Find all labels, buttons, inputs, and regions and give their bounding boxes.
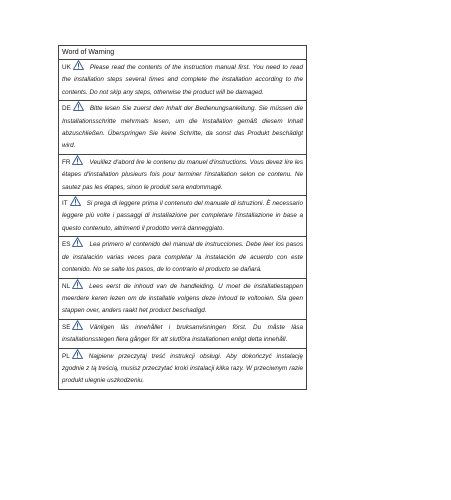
warning-triangle-icon: [72, 349, 83, 359]
warning-triangle-icon: [72, 237, 83, 247]
warning-text: Najpierw przeczytaj treść instrukcji obsługi. Aby dokończyć instalację zgodnie z tą treścią, musisz przeczytać kroki instalacji kilka razy. W przeciwnym razie produkt ulegnie uszkodzeniu.: [62, 352, 303, 385]
language-section-es: [59, 237, 306, 278]
warning-triangle-icon: [72, 279, 83, 289]
warning-triangle-icon: [70, 196, 81, 206]
language-section-pl: [59, 349, 306, 390]
warning-text: Lees eerst de inhoud van de handleiding. U moet de installatiestappen meerdere keren lezen om de installatie volgens deze inhoud te voltooien. Sla geen stappen over, anders raakt het product beschadigd.: [62, 282, 303, 315]
warning-triangle-icon: [73, 60, 84, 70]
language-code: PL: [62, 352, 70, 360]
document-title: Word of Warning: [59, 46, 306, 60]
warning-triangle-icon: [72, 155, 83, 165]
warning-text: Vänligen läs innehållet i bruksanvisningen först. Du måste läsa installationsstegen flera gånger för att slutföra installationen enligt detta innehåll.: [62, 323, 303, 344]
warning-text: Lea primero el contenido del manual de instrucciones. Debe leer los pasos de instalación varias veces para completar la instalación de acuerdo con este contenido. No se salte los pasos, de lo contrario el producto se dañará.: [62, 241, 303, 274]
warning-triangle-icon: [72, 320, 83, 330]
warning-triangle-icon: [73, 101, 84, 111]
language-code: NL: [62, 282, 71, 290]
language-code: FR: [62, 158, 71, 166]
warning-document: [58, 45, 307, 390]
language-code: ES: [62, 241, 71, 249]
language-code: IT: [62, 200, 68, 208]
warning-text: Si prega di leggere prima il contenuto del manuale di istruzioni. È necessario leggere più volte i passaggi di installazione per completare l'installazione in base a questo contenuto, altrimenti il prodotto verrà danneggiato.: [62, 200, 303, 232]
language-section-nl: [59, 279, 306, 320]
warning-text: Bitte lesen Sie zuerst den Inhalt der Bedienungsanleitung. Sie müssen die Installationsschritte mehrmals lesen, um die Installation gemäß diesem Inhalt abzuschließen. Überspringen Sie keine Schritte, da sonst das Produkt beschädigt wird.: [62, 105, 303, 150]
language-section-uk: [59, 60, 306, 101]
language-section-fr: [59, 155, 306, 196]
language-code: SE: [62, 323, 71, 331]
warning-text: Please read the contents of the instruction manual first. You need to read the installation steps several times and complete the installation according to the contents. Do not skip any steps, otherwise the product will be damaged.: [62, 64, 303, 96]
language-section-it: [59, 196, 306, 237]
language-code: DE: [62, 105, 71, 113]
language-code: UK: [62, 64, 71, 71]
section-list: [59, 60, 306, 390]
language-section-de: [59, 101, 306, 155]
language-section-se: [59, 320, 306, 349]
warning-text: Veuillez d'abord lire le contenu du manuel d'instructions. Vous devez lire les étapes d'installation plusieurs fois pour terminer l'installation selon ce contenu. Ne sautez pas les étapes, sinon le produit sera endommagé.: [62, 158, 303, 191]
